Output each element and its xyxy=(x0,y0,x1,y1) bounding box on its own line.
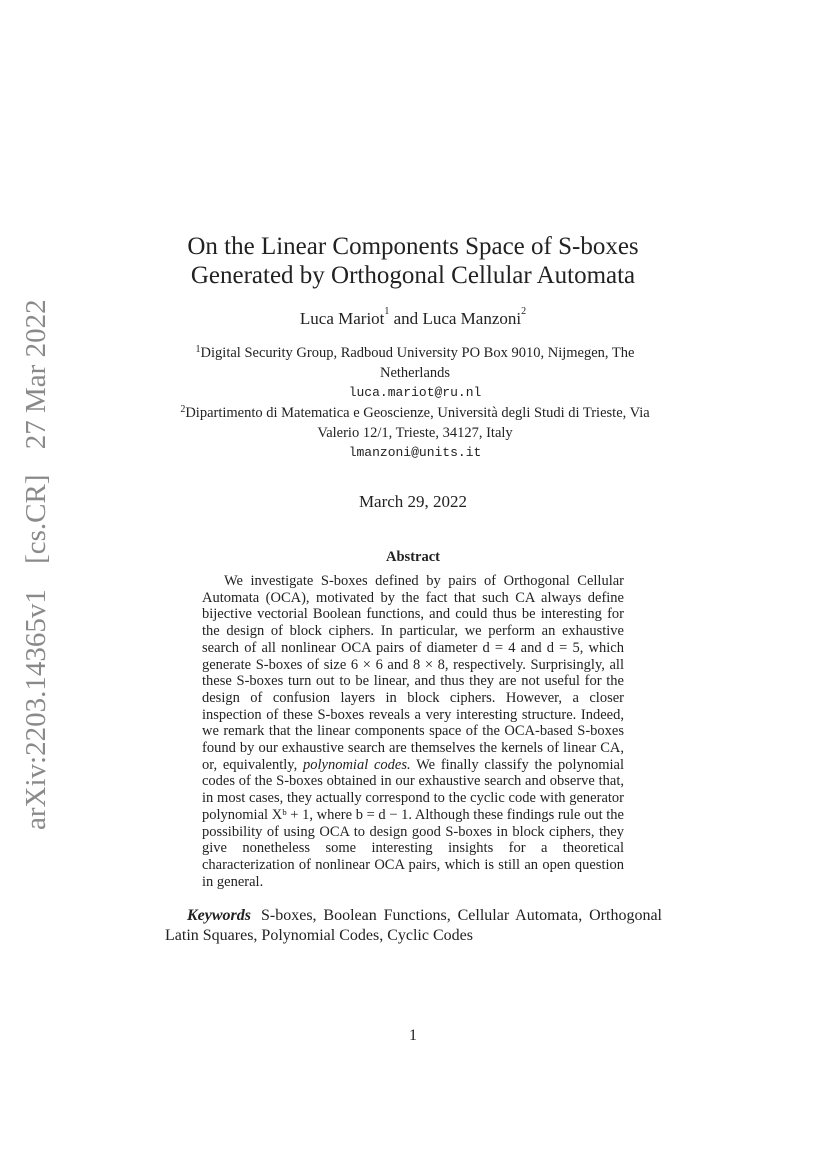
affiliation-1-text: Digital Security Group, Radboud University PO Box 9010, Nijmegen, The Netherlands xyxy=(200,345,635,381)
author-1: Luca Mariot xyxy=(299,309,385,328)
abstract-italic: polynomial codes. xyxy=(302,756,411,773)
author-list xyxy=(0,306,826,329)
arxiv-date: 27 Mar 2022 xyxy=(20,299,52,450)
title-line-2: Generated by Orthogonal Cellular Automata xyxy=(190,262,636,289)
paper-title xyxy=(0,232,826,290)
abstract-heading: Abstract xyxy=(386,549,440,565)
affiliation-2 xyxy=(160,403,670,443)
keywords-label: Keywords xyxy=(187,907,251,924)
affiliation-1-email[interactable]: luca.mariot@ru.nl xyxy=(348,385,482,400)
affiliation-1-mark: 1 xyxy=(195,344,201,355)
abstract-body xyxy=(202,573,624,890)
arxiv-id: arXiv:2203.14365v1 xyxy=(20,589,52,830)
page-number: 1 xyxy=(409,1027,417,1044)
author-connector: and xyxy=(393,309,419,328)
abstract-text-2: We finally classify the polynomial codes of the S-boxes obtained in our exhaustive search and observe that, in most cases, they actually correspond to the cyclic code with generator polynomial Xᵇ + 1, where b = d − 1. Although these findings rule out the possibility of using OCA to design good S-boxes in block ciphers, they give nonetheless some interesting insights for a theoretical characterization of nonlinear OCA pairs, which is still an open question in general. xyxy=(202,756,624,890)
affiliation-2-mark: 2 xyxy=(180,404,186,415)
arxiv-category: [cs.CR] xyxy=(20,474,52,564)
keywords xyxy=(165,906,662,946)
author-1-mark: 1 xyxy=(384,306,390,317)
abstract-text-1: We investigate S-boxes defined by pairs of Orthogonal Cellular Automata (OCA), motivated by the fact that such CA always define bijective vectorial Boolean functions, and could thus be interesting for the design of block ciphers. In particular, we perform an exhaustive search of all nonlinear OCA pairs of diameter d = 4 and d = 5, which generate S-boxes of size 6 × 6 and 8 × 8, respectively. Surprisingly, all these S-boxes turn out to be linear, and thus they are not useful for the design of confusion layers in block ciphers. However, a closer inspection of these S-boxes reveals a very interesting structure. Indeed, we remark that the linear components space of the OCA-based S-boxes found by our exhaustive search are themselves the kernels of linear CA, or, equivalently, xyxy=(202,573,624,773)
affiliation-1 xyxy=(160,343,670,383)
affiliation-2-text: Dipartimento di Matematica e Geoscienze, Università degli Studi di Trieste, Via Valerio 12/1, Trieste, 34127, Italy xyxy=(185,405,650,441)
affiliation-2-email[interactable]: lmanzoni@units.it xyxy=(348,445,482,460)
paper-date: March 29, 2022 xyxy=(358,492,468,511)
keywords-text: S-boxes, Boolean Functions, Cellular Automata, Orthogonal Latin Squares, Polynomial Codes, Cyclic Codes xyxy=(165,907,662,944)
title-line-1: On the Linear Components Space of S-boxes xyxy=(187,233,639,260)
affiliations xyxy=(160,343,670,463)
author-2-mark: 2 xyxy=(521,306,527,317)
author-2: Luca Manzoni xyxy=(422,309,522,328)
